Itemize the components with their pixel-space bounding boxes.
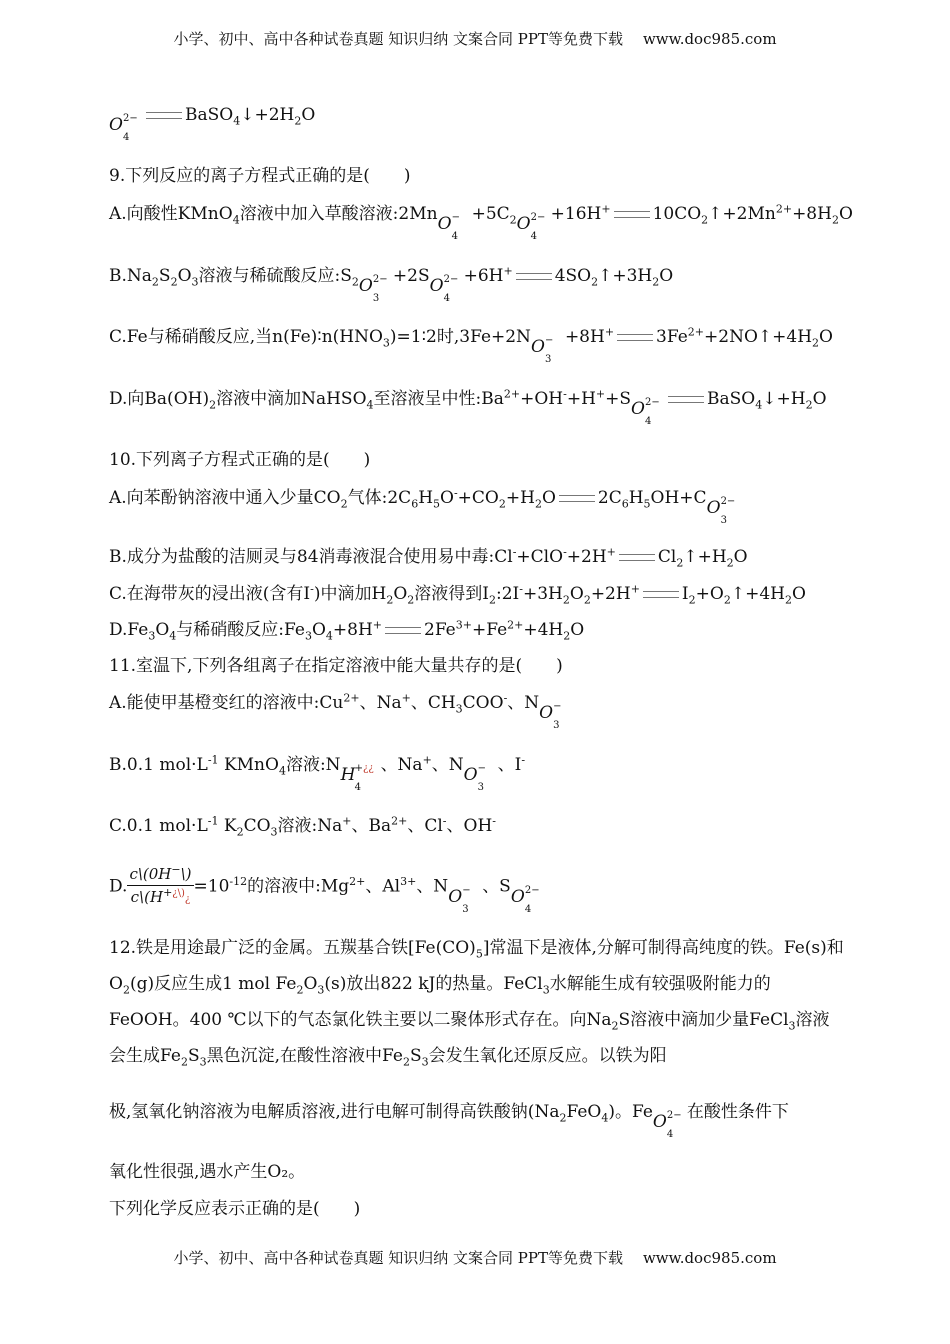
header-url[interactable]: www.doc985.com <box>642 30 777 48</box>
page-header <box>0 28 950 49</box>
q11-option-b[interactable]: B.0.1 $mol\cdot L^{-1}$ KMnO$_4$溶液:N H +¿¿ 4 、Na+、N O − 3 、I- <box>109 753 526 793</box>
q9-option-d[interactable]: D.向$Ba(OH)_2$溶液中滴加NaHSO$_4$至溶液呈中性$:Ba^{2+}+OH^-+H^++S$ O 2− 4 $BaSO_4↓+H_2O$ <box>109 387 827 427</box>
header-text: 小学、初中、高中各种试卷真题 知识归纳 文案合同 PPT等免费下载 <box>173 30 623 48</box>
q10-stem: 10.下列离子方程式正确的是( ) <box>109 450 371 470</box>
q10-option-a[interactable]: A.向苯酚钠溶液中通入少量$CO_2$气体$:2C_6H_5O^-+CO_2+H_2O$ $2C_6H_5OH+C$ O 2− 3 <box>109 486 736 526</box>
q12-line-5: 极,氢氧化钠溶液为电解质溶液,进行电解可制得高铁酸钠$(Na_2FeO_4)$。Fe O 2− 4 在酸性条件下 <box>109 1102 789 1140</box>
q10-option-d[interactable]: $D.Fe_3O_4$与稀硝酸反应$:Fe_3O_4+8H^+$ $2Fe^{3+}+Fe^{2+}+4H_2O$ <box>109 618 585 643</box>
q10-option-c[interactable]: C.在海带灰的浸出液(含有I-)中滴加$H_2O_2$溶液得到$I_2:2I^-+3H_2O_2+2H^+$ $I_2+O_2↑+4H_2O$ <box>109 582 806 607</box>
q9-stem: 9.下列反应的离子方程式正确的是( ) <box>109 166 411 186</box>
q10-option-b[interactable]: B.成分为盐酸的洁厕灵与84消毒液混合使用易中毒:Cl-+ClO-+2H+ $Cl_2↑+H_2O$ <box>109 545 748 570</box>
q11-option-c[interactable]: C.0.1 $mol\cdot L^{-1}$ $K_2CO_3$溶液:Na+、$Ba^{2+}$、Cl-、OH- <box>109 814 496 839</box>
footer-text: 小学、初中、高中各种试卷真题 知识归纳 文案合同 PPT等免费下载 <box>173 1249 623 1267</box>
top-fragment: O 2− 4 $BaSO_4↓+2H_2O$ <box>109 105 316 143</box>
q12-line-6: 氧化性很强,遇水产生O₂。 <box>109 1162 306 1182</box>
q11-stem: 11.室温下,下列各组离子在指定溶液中能大量共存的是( ) <box>109 656 563 676</box>
q9-option-b[interactable]: $B.Na_2S_2O_3$溶液与稀硫酸反应$:S_2$ O 2− 3 +2S O 2− 4 +6H+ $4SO_2↑+3H_2O$ <box>109 264 674 304</box>
q12-paragraph: 12.铁是用途最广泛的金属。五羰基合铁$[Fe(CO)_5]$常温下是液体,分解可制得高纯度的铁。Fe(s)和$O_2(g)$反应生成1 mol $Fe_2O_3(s)$放出822 kJ的热量。FeCl$_3$水解能生成有较强吸附能力的FeOOH。400 ℃以下的气态氯化铁主要以二聚体形式存在。向$Na_2S$溶液中滴加少量FeCl$_3$溶液会生成$Fe_2S_3$黑色沉淀,在酸性溶液中$Fe_2S_3$会发生氧化还原反应。以铁为阳 <box>109 938 844 1069</box>
q12-question: 下列化学反应表示正确的是( ) <box>109 1199 361 1219</box>
fraction: $\frac{c\backslash(0H^-\backslash)}{c\backslash(H^{+¿\backslash)}¿}$ <box>129 863 192 906</box>
footer-url[interactable]: www.doc985.com <box>642 1249 777 1267</box>
q9-option-c[interactable]: C.Fe与稀硝酸反应,当$n(Fe)∶n(HNO_3)=1∶2$时,3Fe+2N O − 3 +8H+ $3Fe^{2+}+2NO↑+4H_2O$ <box>109 325 833 365</box>
q9-option-a[interactable]: A.向酸性KMnO$_4$溶液中加入草酸溶液:2Mn O − 4 $+5C_2$ O 2− 4 +16H+ $10CO_2↑+2Mn^{2+}+8H_2O$ <box>109 202 853 242</box>
q11-option-d[interactable]: D. $\frac{c\backslash(0H^-\backslash)}{c\backslash(H^{+¿\backslash)}¿}$ $=10^{-12}$的溶液中$:Mg^{2+}$、$Al^{3+}$、N O − 3 、S O 2− 4 <box>109 863 540 915</box>
q11-option-a[interactable]: A.能使甲基橙变红的溶液中$:Cu^{2+}$、Na+、$CH_3COO^-$、N O − 3 <box>109 691 562 731</box>
page-footer <box>0 1247 950 1268</box>
